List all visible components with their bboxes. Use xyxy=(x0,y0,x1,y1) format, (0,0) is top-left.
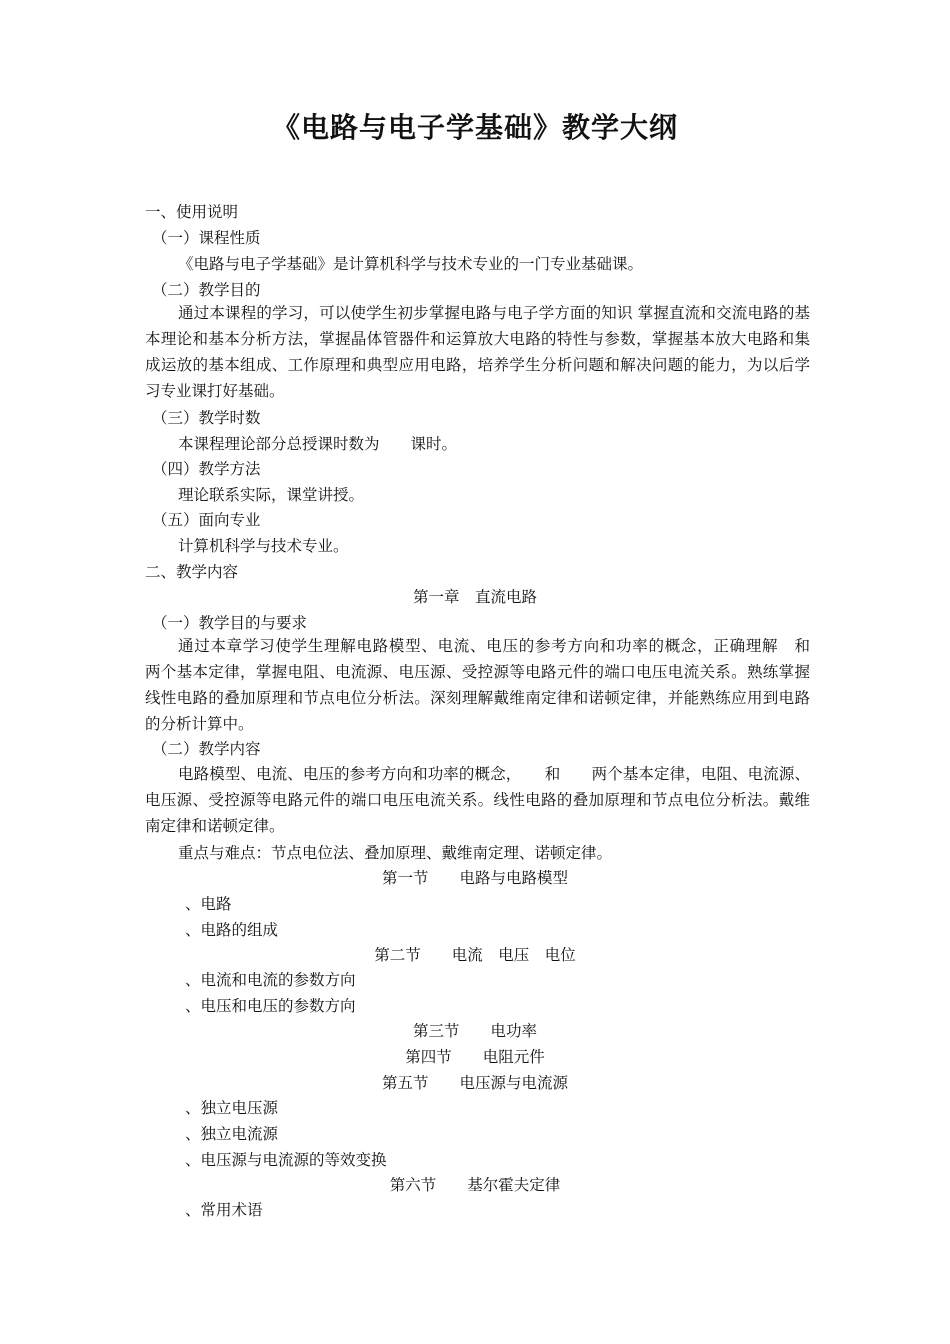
subheading-chapter-goal: （一）教学目的与要求 xyxy=(152,614,308,632)
subheading-target-major: （五）面向专业 xyxy=(152,511,261,529)
list-item: 、电路的组成 xyxy=(185,921,279,939)
list-item: 、独立电流源 xyxy=(185,1125,279,1143)
list-item: 、电路 xyxy=(185,895,232,913)
section-1-title: 第一节 电路与电路模型 xyxy=(381,869,568,887)
section-4-title: 第四节 电阻元件 xyxy=(405,1048,545,1066)
paragraph-chapter-goal: 通过本章学习使学生理解电路模型、电流、电压的参考方向和功率的概念，正确理解 和 两个基本定律，掌握电阻、电流源、电压源、受控源等电路元件的端口电压电流关系。熟练掌握线性电路的叠加原理和节点电位分析法。深刻理解戴维南定律和诺顿定律，并能熟练应用到电路的分析计算中。 xyxy=(145,637,842,733)
section-2-title: 第二节 电流 电压 电位 xyxy=(374,946,576,964)
section-heading-content: 二、教学内容 xyxy=(145,563,239,581)
section-heading-usage: 一、使用说明 xyxy=(145,203,239,221)
text-key-points: 重点与难点：节点电位法、叠加原理、戴维南定理、诺顿定律。 xyxy=(178,844,613,862)
section-5-title: 第五节 电压源与电流源 xyxy=(381,1074,568,1092)
section-3-title: 第三节 电功率 xyxy=(412,1022,537,1040)
subheading-teaching-goal: （二）教学目的 xyxy=(152,281,261,299)
list-item: 、电压源与电流源的等效变换 xyxy=(185,1151,387,1169)
document-title: 《电路与电子学基础》教学大纲 xyxy=(271,111,678,144)
subheading-chapter-content: （二）教学内容 xyxy=(152,740,261,758)
section-6-title: 第六节 基尔霍夫定律 xyxy=(389,1176,561,1194)
chapter-title: 第一章 直流电路 xyxy=(412,588,537,606)
list-item: 、独立电压源 xyxy=(185,1099,279,1117)
text-target-major: 计算机科学与技术专业。 xyxy=(178,537,349,555)
list-item: 、电压和电压的参数方向 xyxy=(185,997,356,1015)
subheading-teaching-method: （四）教学方法 xyxy=(152,460,261,478)
text-teaching-method: 理论联系实际，课堂讲授。 xyxy=(178,486,365,504)
subheading-teaching-hours: （三）教学时数 xyxy=(152,409,261,427)
paragraph-teaching-goal: 通过本课程的学习，可以使学生初步掌握电路与电子学方面的知识 掌握直流和交流电路的基本理论和基本分析方法，掌握晶体管器件和运算放大电路的特性与参数，掌握基本放大电路和集成运放的基本组成、工作原理和典型应用电路，培养学生分析问题和解决问题的能力，为以后学习专业课打好基础。 xyxy=(145,304,810,400)
text-teaching-hours: 本课程理论部分总授课时数为 课时。 xyxy=(178,435,458,453)
list-item: 、电流和电流的参数方向 xyxy=(185,971,356,989)
paragraph-chapter-content: 电路模型、电流、电压的参考方向和功率的概念， 和 两个基本定律，电阻、电流源、电压源、受控源等电路元件的端口电压电流关系。线性电路的叠加原理和节点电位分析法。戴维南定律和诺顿定律。 xyxy=(145,765,810,835)
list-item: 、常用术语 xyxy=(185,1201,263,1219)
subheading-course-nature: （一）课程性质 xyxy=(152,229,261,247)
text-course-nature: 《电路与电子学基础》是计算机科学与技术专业的一门专业基础课。 xyxy=(178,255,644,273)
